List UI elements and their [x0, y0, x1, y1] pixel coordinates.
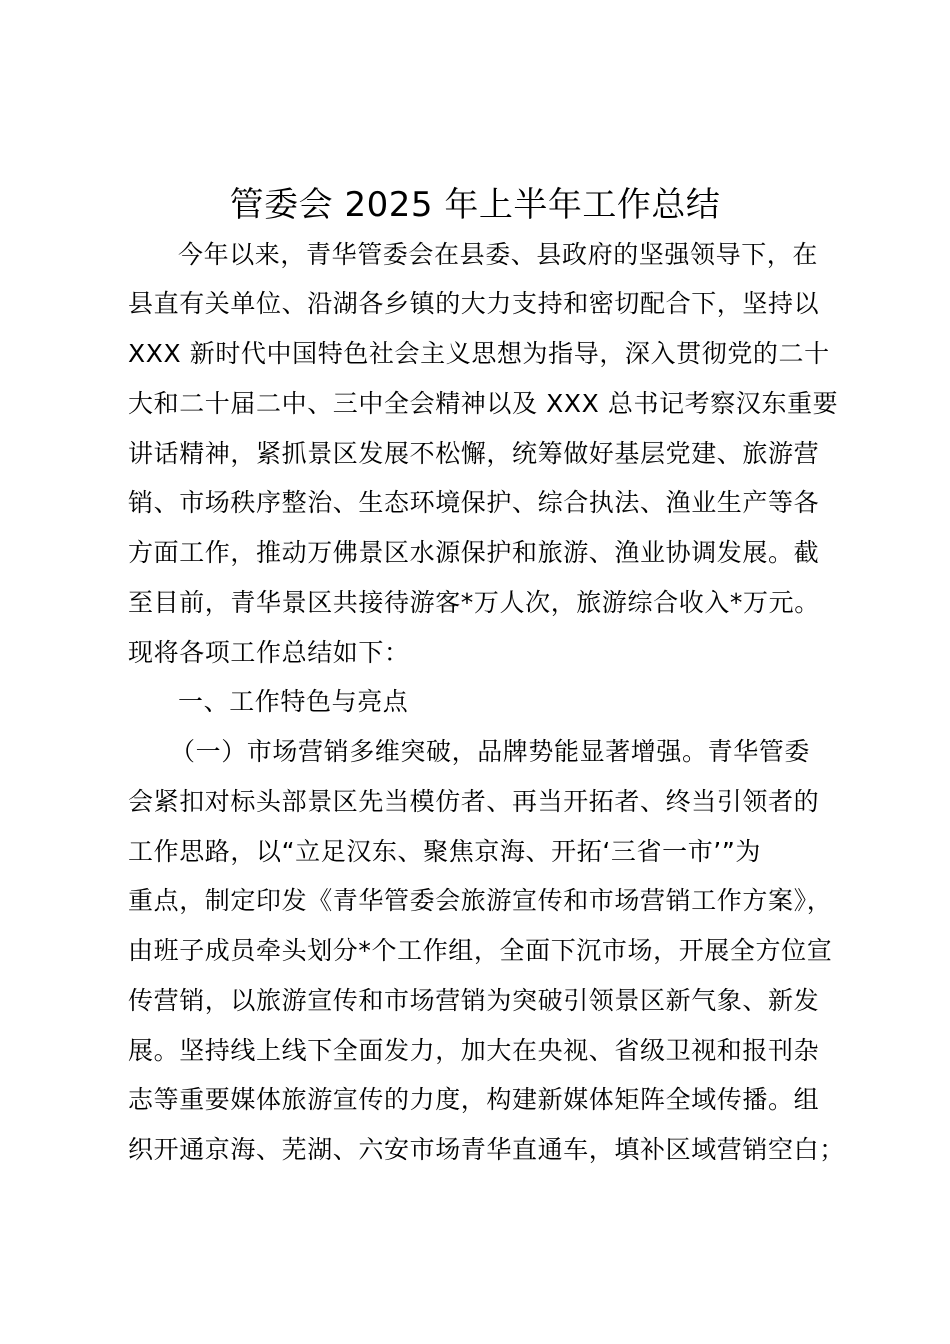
paragraph-line: 方面工作，推动万佛景区水源保护和旅游、渔业协调发展。截 [128, 538, 820, 567]
paragraph-line: 现将各项工作总结如下： [128, 638, 410, 667]
paragraph-line: 大和二十届二中、三中全会精神以及 XXX 总书记考察汉东重要 [128, 389, 839, 418]
paragraph-line: 志等重要媒体旅游宣传的力度，构建新媒体矩阵全域传播。组 [128, 1085, 820, 1114]
paragraph-line: 会紧扣对标头部景区先当模仿者、再当开拓者、终当引领者的 [128, 787, 820, 816]
paragraph-line: 由班子成员牵头划分*个工作组，全面下沉市场，开展全方位宣 [128, 936, 833, 965]
paragraph-line: 传营销，以旅游宣传和市场营销为突破引领景区新气象、新发 [128, 986, 820, 1015]
paragraph-line: 工作思路，以“立足汉东、聚焦京海、开拓‘三省一市’”为 [128, 837, 761, 866]
paragraph-line: 今年以来，青华管委会在县委、县政府的坚强领导下，在 [178, 240, 819, 269]
paragraph-line: 展。坚持线上线下全面发力，加大在央视、省级卫视和报刊杂 [128, 1036, 820, 1065]
paragraph-line: 重点，制定印发《青华管委会旅游宣传和市场营销工作方案》， [128, 886, 833, 915]
paragraph-line: 销、市场秩序整治、生态环境保护、综合执法、渔业生产等各 [128, 488, 820, 517]
subsection-heading-line: （一）市场营销多维突破，品牌势能显著增强。青华管委 [170, 737, 811, 766]
section-heading: 一、工作特色与亮点 [178, 687, 409, 716]
paragraph-line: 织开通京海、芜湖、六安市场青华直通车，填补区域营销空白； [128, 1135, 845, 1164]
paragraph-line: XXX 新时代中国特色社会主义思想为指导，深入贯彻党的二十 [128, 339, 830, 368]
paragraph-line: 至目前，青华景区共接待游客*万人次，旅游综合收入*万元。 [128, 588, 820, 617]
paragraph-line: 讲话精神，紧抓景区发展不松懈，统筹做好基层党建、旅游营 [128, 439, 820, 468]
document-title: 管委会 2025 年上半年工作总结 [229, 185, 721, 225]
paragraph-line: 县直有关单位、沿湖各乡镇的大力支持和密切配合下，坚持以 [128, 289, 820, 318]
